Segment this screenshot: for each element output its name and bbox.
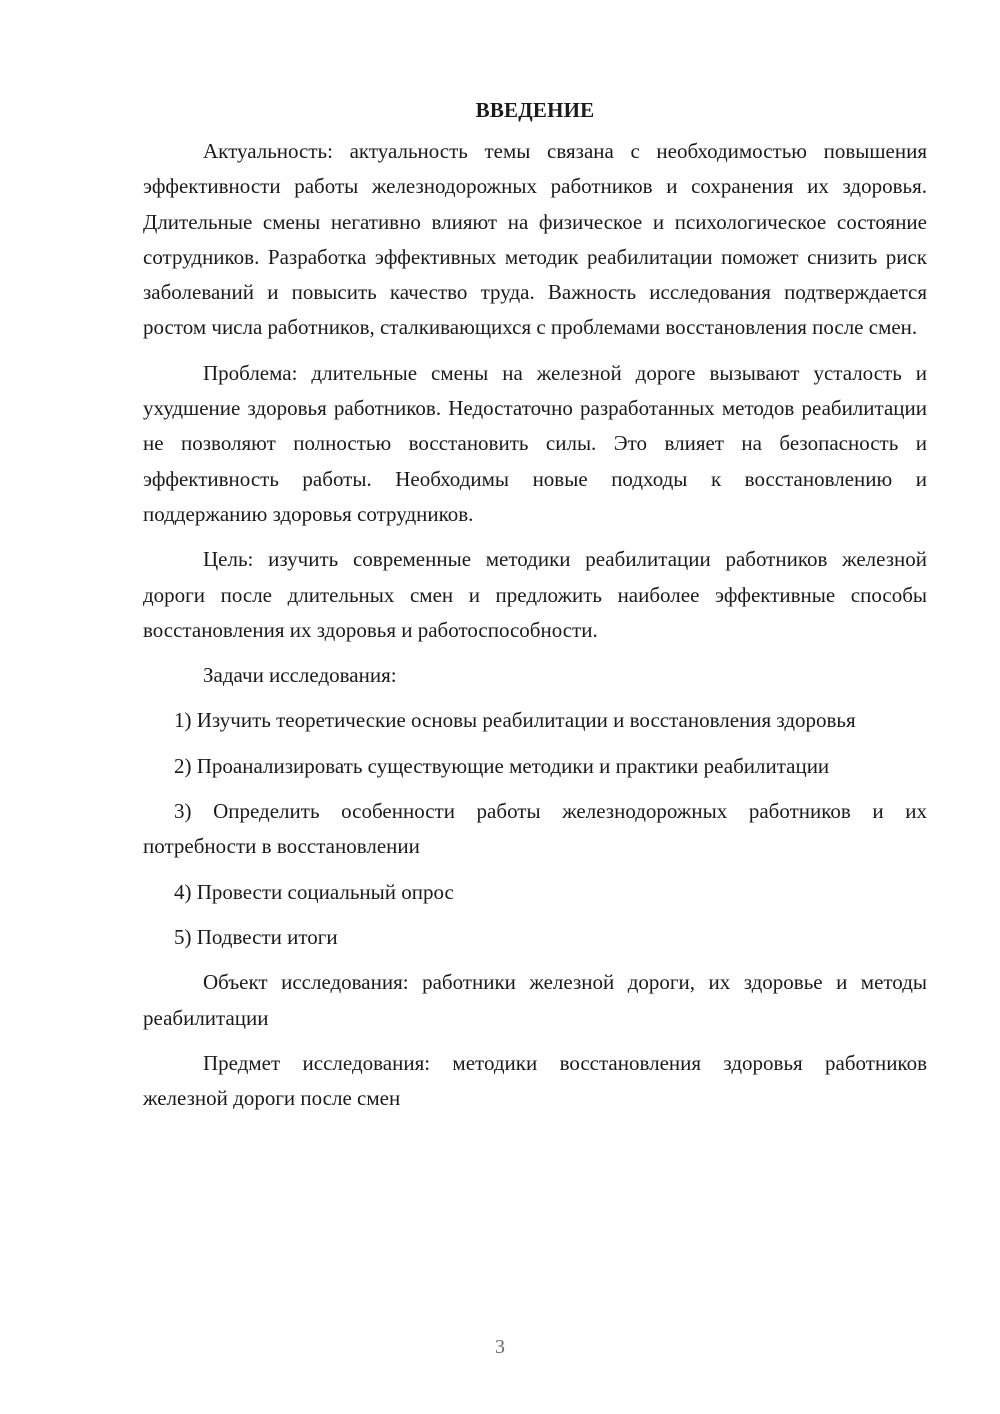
- page-content: [143, 93, 927, 1116]
- task-item: 4) Провести социальный опрос: [174, 879, 454, 904]
- task-item: 2) Проанализировать существующие методики и практики реабилитации: [174, 753, 830, 778]
- object-paragraph: Объект исследования: работники железной дороги, их здоровье и методы реабилитации: [143, 970, 927, 1030]
- task-item: 1) Изучить теоретические основы реабилитации и восстановления здоровья: [174, 708, 856, 733]
- relevance-paragraph: Актуальность: актуальность темы связана с необходимостью повышения эффективности работы железнодорожных работников и сохранения их здоровья. Длительные смены негативно влияют на физическое и психологическое состояние сотрудников. Разработка эффективных методик реабилитации поможет снизить риск заболеваний и повысить качество труда. Важность исследования подтверждается ростом числа работников, сталкивающихся с проблемами восстановления после смен.: [143, 139, 927, 340]
- subject-paragraph: Предмет исследования: методики восстановления здоровья работников железной дороги после смен: [143, 1050, 927, 1111]
- problem-paragraph: Проблема: длительные смены на железной дороге вызывают усталость и ухудшение здоровья работников. Недостаточно разработанных методов реабилитации не позволяют полностью восстановить силы. Это влияет на безопасность и эффективность работы. Необходимы новые подходы к восстановлению и поддержанию здоровья сотрудников.: [143, 360, 927, 526]
- goal-paragraph: Цель: изучить современные методики реабилитации работников железной дороги после длительных смен и предложить наиболее эффективные способы восстановления их здоровья и работоспособности.: [143, 547, 927, 642]
- page-number: 3: [495, 1336, 505, 1358]
- tasks-heading: Задачи исследования:: [203, 663, 397, 688]
- page-title: ВВЕДЕНИЕ: [475, 98, 595, 122]
- task-item: 5) Подвести итоги: [174, 924, 338, 949]
- task-item: 3) Определить особенности работы железнодорожных работников и их потребности в восстановлении: [143, 799, 927, 859]
